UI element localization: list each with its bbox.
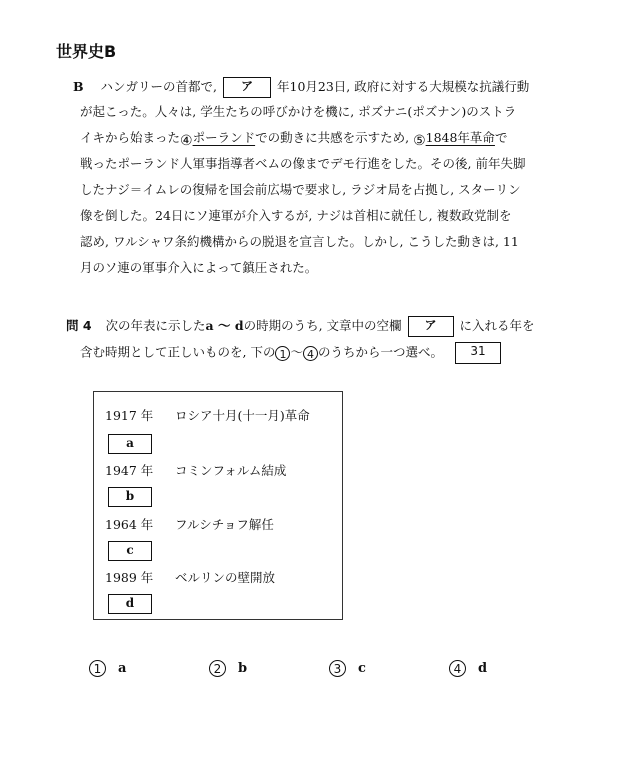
timeline-event: フルシチョフ解任 [175,517,274,532]
passage-text: イキから始まった [80,130,181,145]
passage-text: での動きに共感を示すため, [255,130,410,145]
timeline-event: コミンフォルム結成 [175,463,287,478]
period-c-box: c [108,541,152,561]
question-number: 問 4 [66,318,92,333]
period-a-box: a [108,434,152,454]
choice-2[interactable] [209,660,247,677]
choice-1[interactable] [89,660,126,677]
question-text: の時期のうち, 文章中の空欄 [243,318,402,333]
circled-2-icon: 2 [209,660,226,677]
question-line-1 [66,316,535,337]
timeline-year: 1964 年 [105,517,154,532]
circled-4-icon: 4 [303,346,318,361]
passage-line-8: 月のソ連の軍事介入によって鎮圧された。 [80,260,318,275]
period-d-box: d [108,594,152,614]
timeline-year: 1947 年 [105,463,154,478]
timeline-year: 1917 年 [105,408,154,423]
circled-4-icon: 4 [449,660,466,677]
timeline-event: ロシア十月(十一月)革命 [175,408,310,423]
question-text: のうちから一つ選べ。 [317,344,443,360]
passage-line-1 [73,77,529,98]
question-text: 次の年表に示した [105,318,206,333]
choice-letter: b [238,661,248,676]
passage-line-3 [80,129,507,150]
timeline-event: ベルリンの壁開放 [175,570,276,585]
circled-1-icon: 1 [89,660,106,677]
timeline-year: 1989 年 [105,570,154,585]
passage-text: ハンガリーの首都で, [100,79,218,94]
passage-label: B [73,79,84,94]
circled-1-icon: 1 [275,346,290,361]
passage-line-4: 戦ったポーランド人軍事指導者ベムの像までデモ行進をした。その後, 前年失脚 [80,156,526,171]
period-b-box: b [108,487,152,507]
underline-marker-4: ④ [180,133,193,149]
passage-line-7: 認め, ワルシャワ条約機構からの脱退を宣言した。しかし, こうした動きは, 11 [80,234,519,249]
question-tilde: ～ [290,344,303,360]
circled-3-icon: 3 [329,660,346,677]
passage-line-2: が起こった。人々は, 学生たちの呼びかけを機に, ポズナニ(ポズナン)のストラ [80,104,517,119]
question-text: 含む時期として正しいものを, 下の [80,344,276,360]
choice-letter: d [478,661,488,676]
question-range: a ～ d [205,318,244,333]
blank-a-box: ア [223,77,271,98]
choice-letter: a [118,661,127,676]
underlined-poland: ポーランド [192,130,256,145]
section-title: 世界史B [56,42,117,61]
passage-text: 年10月23日, 政府に対する大規模な抗議行動 [277,79,530,94]
question-text: に入れる年を [459,318,535,333]
answer-number-box: 31 [455,342,501,364]
question-blank-box: ア [408,316,454,337]
underlined-1848-revolution: 1848年革命 [425,130,495,145]
choice-4[interactable] [449,660,487,677]
choice-3[interactable] [329,660,366,677]
question-line-2 [80,342,501,364]
passage-text: で [494,130,508,145]
passage-line-6: 像を倒した。24日にソ連軍が介入するが, ナジは首相に就任し, 複数政党制を [80,208,512,223]
underline-marker-5: ⑤ [413,133,426,149]
choice-letter: c [358,661,366,676]
passage-line-5: したナジ＝イムレの復帰を国会前広場で要求し, ラジオ局を占拠し, スターリン [80,182,521,197]
